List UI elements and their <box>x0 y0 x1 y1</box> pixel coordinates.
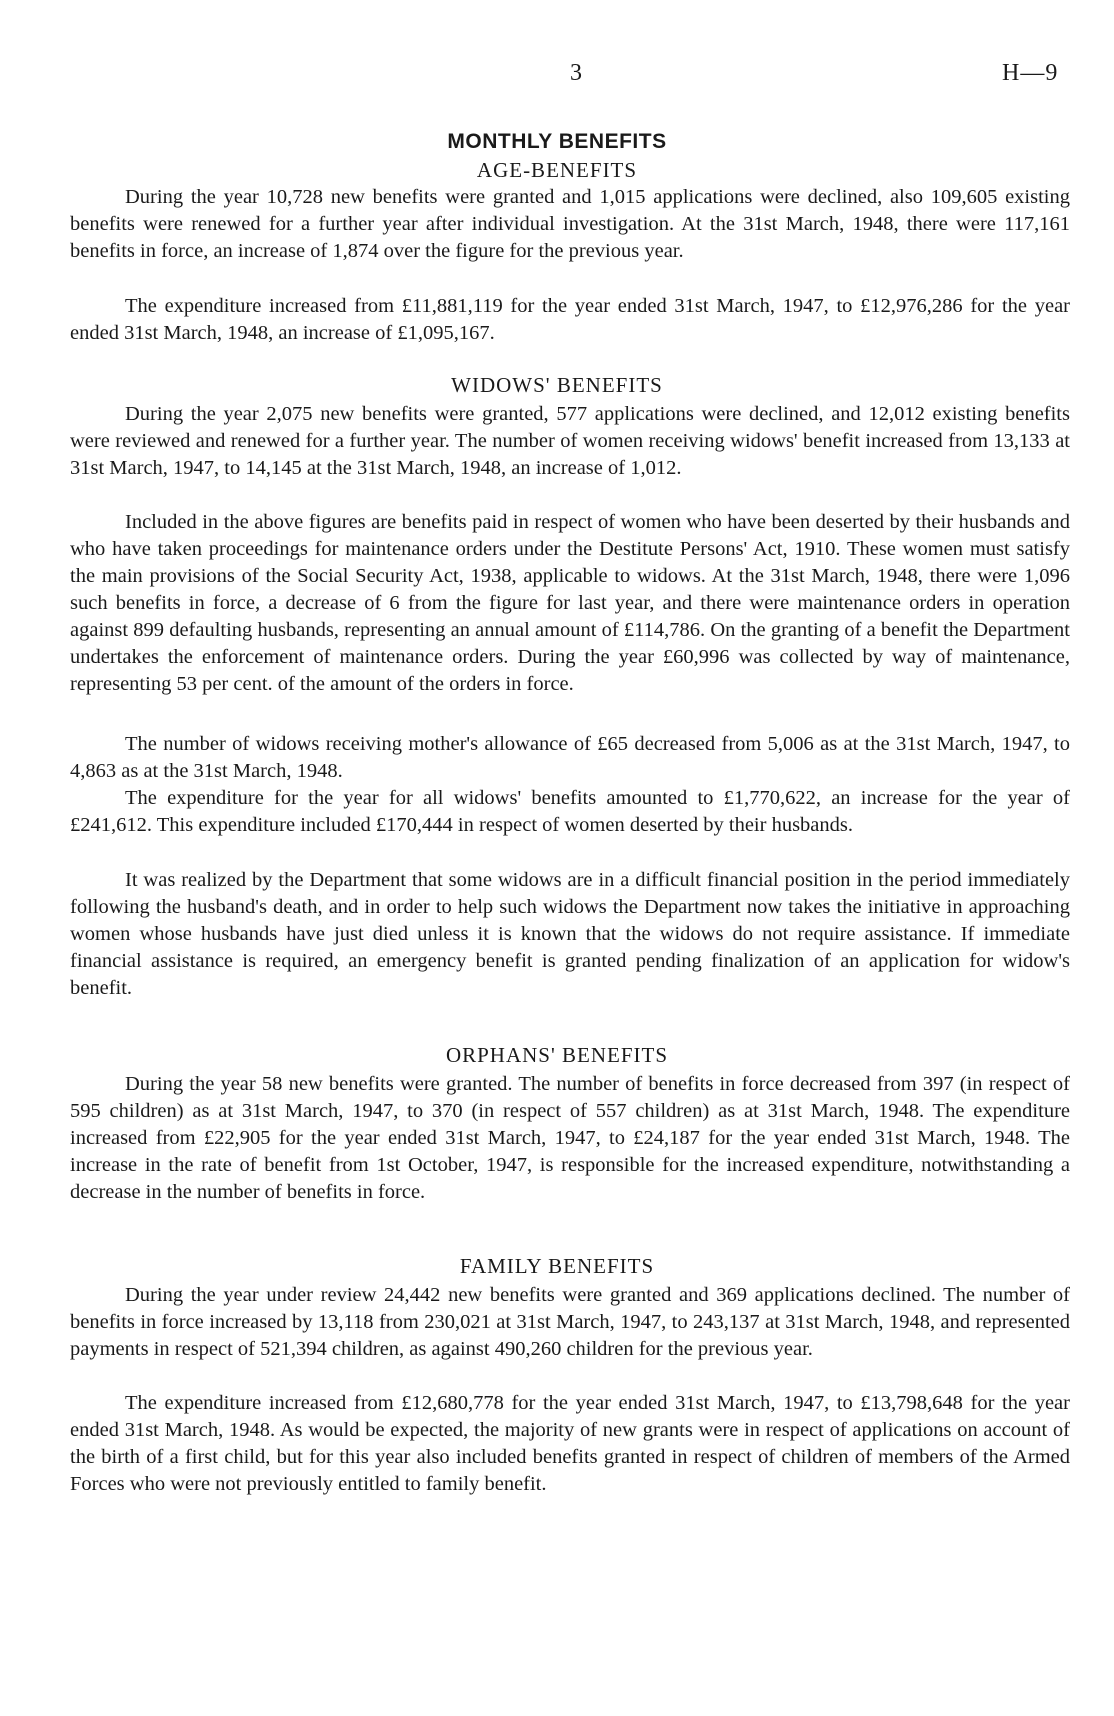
page-title: MONTHLY BENEFITS <box>447 130 667 153</box>
document-reference: H—9 <box>1002 60 1059 86</box>
paragraph-family-1: During the year under review 24,442 new benefits were granted and 369 applications declined. The number of benefits in force increased by 13,118 from 230,021 at 31st March, 1947, to 243,137 at 31st March, 1948, and represented payments in respect of 521,394 children, as against 490,260 children for the previous year. <box>70 1284 1070 1360</box>
heading-age-benefits: AGE-BENEFITS <box>476 158 638 182</box>
paragraph-family-2: The expenditure increased from £12,680,778 for the year ended 31st March, 1947, to £13,798,648 for the year ended 31st March, 1948. As would be expected, the majority of new grants were in respect of applications on account of the birth of a first child, but for this year also included benefits granted in respect of children of members of the Armed Forces who were not previously entitled to family benefit. <box>70 1392 1070 1495</box>
paragraph-widows-4: The expenditure for the year for all widows' benefits amounted to £1,770,622, an increase for the year of £241,612. This expenditure included £170,444 in respect of women deserted by their husbands. <box>70 787 1070 836</box>
page-number: 3 <box>570 60 583 86</box>
heading-family-benefits: FAMILY BENEFITS <box>459 1254 655 1278</box>
paragraph-widows-5: It was realized by the Department that some widows are in a difficult financial position in the period immediately following the husband's death, and in order to help such widows the Department now takes the initiative in approaching women whose husbands have just died unless it is known that the widows do not require assistance. If immediate financial assistance is required, an emergency benefit is granted pending finalization of an application for widow's benefit. <box>70 869 1070 999</box>
heading-widows-benefits: WIDOWS' BENEFITS <box>451 373 663 397</box>
paragraph-widows-2: Included in the above figures are benefits paid in respect of women who have been deserted by their husbands and who have taken proceedings for maintenance orders under the Destitute Persons' Act, 1910. These women must satisfy the main provisions of the Social Security Act, 1938, applicable to widows. At the 31st March, 1948, there were 1,096 such benefits in force, a decrease of 6 from the figure for last year, and there were maintenance orders in operation against 899 defaulting husbands, representing an annual amount of £114,786. On the granting of a benefit the Department undertakes the enforcement of maintenance orders. During the year £60,996 was collected by way of maintenance, representing 53 per cent. of the amount of the orders in force. <box>70 511 1070 695</box>
paragraph-widows-1: During the year 2,075 new benefits were granted, 577 applications were declined, and 12,012 existing benefits were reviewed and renewed for a further year. The number of women receiving widows' benefit increased from 13,133 at 31st March, 1947, to 14,145 at the 31st March, 1948, an increase of 1,012. <box>70 403 1070 479</box>
heading-orphans-benefits: ORPHANS' BENEFITS <box>445 1043 669 1067</box>
paragraph-orphans-1: During the year 58 new benefits were granted. The number of benefits in force decreased from 397 (in respect of 595 children) as at 31st March, 1947, to 370 (in respect of 557 children) as at 31st March, 1948. The expenditure increased from £22,905 for the year ended 31st March, 1947, to £24,187 for the year ended 31st March, 1948. The increase in the rate of benefit from 1st October, 1947, is responsible for the increased expenditure, notwithstanding a decrease in the number of benefits in force. <box>70 1073 1070 1203</box>
paragraph-age-2: The expenditure increased from £11,881,119 for the year ended 31st March, 1947, to £12,976,286 for the year ended 31st March, 1948, an increase of £1,095,167. <box>70 295 1070 344</box>
paragraph-widows-3: The number of widows receiving mother's allowance of £65 decreased from 5,006 as at the 31st March, 1947, to 4,863 as at the 31st March, 1948. <box>70 733 1070 782</box>
paragraph-age-1: During the year 10,728 new benefits were granted and 1,015 applications were declined, also 109,605 existing benefits were renewed for a further year after individual investigation. At the 31st March, 1948, there were 117,161 benefits in force, an increase of 1,874 over the figure for the previous year. <box>70 186 1070 262</box>
